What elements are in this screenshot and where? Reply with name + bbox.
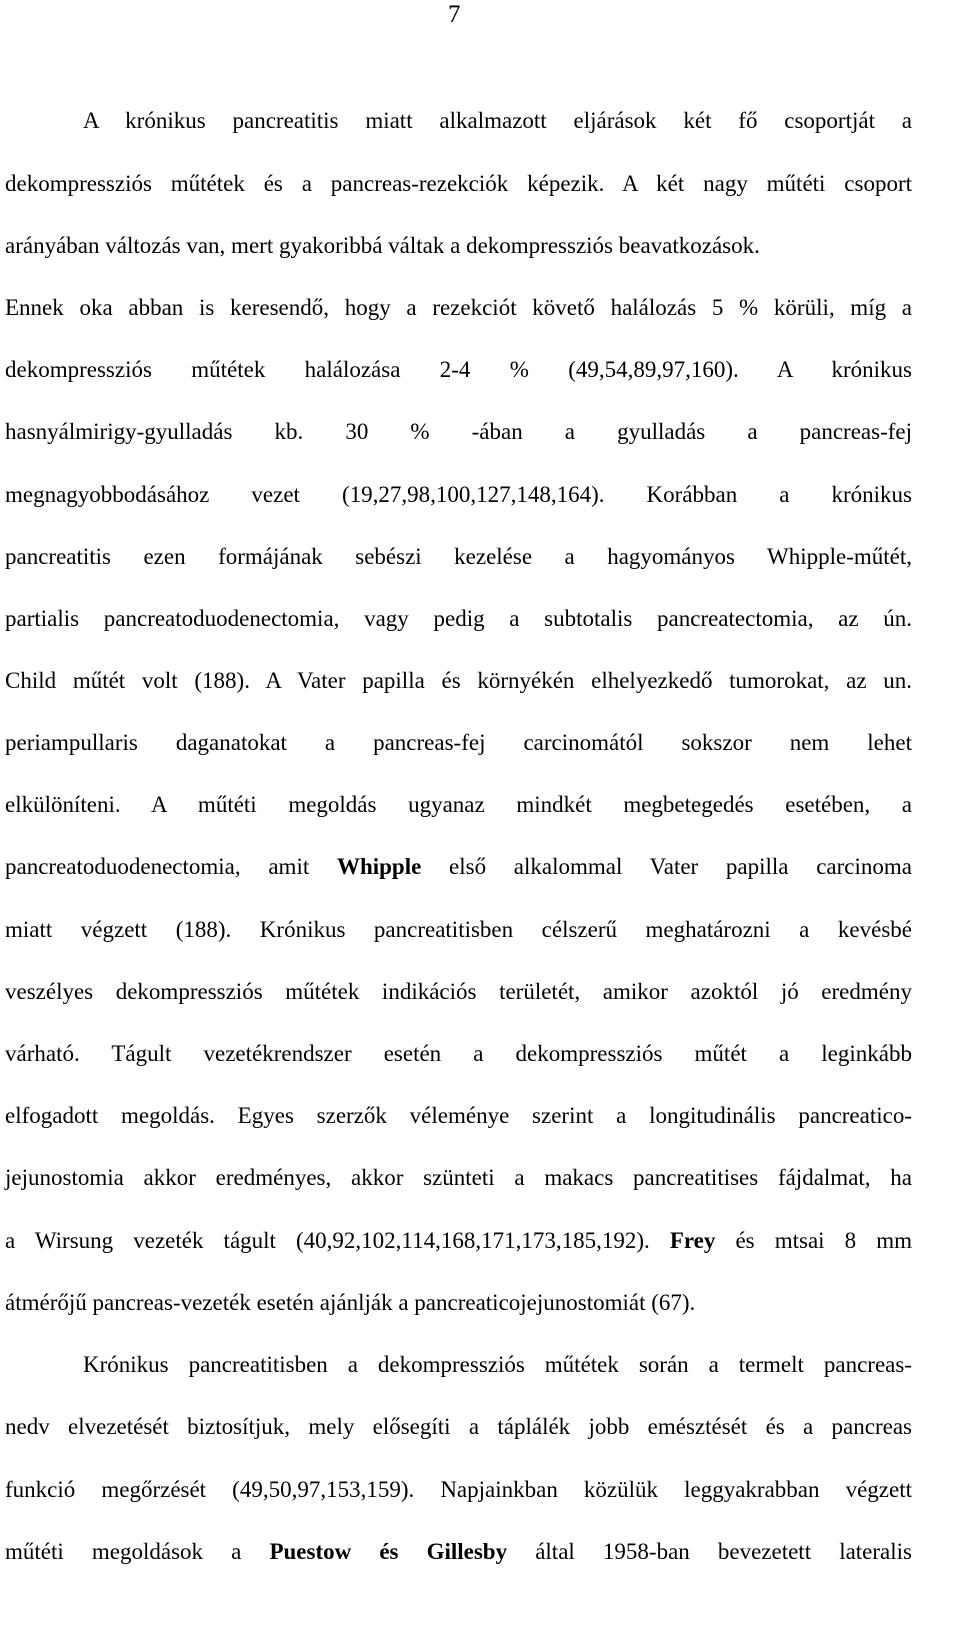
text-span: pancreatoduodenectomia, amit <box>5 854 337 879</box>
text-line: megnagyobbodásához vezet (19,27,98,100,127,148,164). Korábban a krónikus <box>5 482 912 507</box>
text-line: átmérőjű pancreas-vezeték esetén ajánlják a pancreaticojejunostomiát (67). <box>5 1290 696 1315</box>
text-span: műtéti megoldások a <box>5 1539 270 1564</box>
text-line: hasnyálmirigy-gyulladás kb. 30 % -ában a gyulladás a pancreas-fej <box>5 419 912 444</box>
text-line: miatt végzett (188). Krónikus pancreatitisben célszerű meghatározni a kevésbé <box>5 917 912 942</box>
text-span: és mtsai 8 mm <box>715 1228 912 1253</box>
text-line <box>5 1226 912 1256</box>
text-line: elfogadott megoldás. Egyes szerzők véleménye szerint a longitudinális pancreatico- <box>5 1103 912 1128</box>
text-line: funkció megőrzését (49,50,97,153,159). Napjainkban közülük leggyakrabban végzett <box>5 1477 912 1502</box>
author-names-puestow-gillesby: Puestow és Gillesby <box>269 1539 508 1564</box>
text-line: dekompressziós műtétek halálozása 2-4 % (49,54,89,97,160). A krónikus <box>5 357 912 382</box>
text-span: által 1958-ban bevezetett lateralis <box>507 1539 912 1564</box>
page-number: 7 <box>448 1 461 28</box>
text-line: nedv elvezetését biztosítjuk, mely elősegíti a táplálék jobb emésztését és a pancreas <box>5 1414 912 1439</box>
text-line: A krónikus pancreatitis miatt alkalmazott eljárások két fő csoportját a <box>83 108 912 133</box>
text-line: arányában változás van, mert gyakoribbá váltak a dekompressziós beavatkozások. <box>5 233 760 258</box>
text-line: veszélyes dekompressziós műtétek indikációs területét, amikor azoktól jó eredmény <box>5 979 912 1004</box>
text-line: elkülöníteni. A műtéti megoldás ugyanaz mindkét megbetegedés esetében, a <box>5 792 912 817</box>
text-line: pancreatitis ezen formájának sebészi kezelése a hagyományos Whipple-műtét, <box>5 544 912 569</box>
text-span: első alkalommal Vater papilla carcinoma <box>421 854 912 879</box>
text-line: Child műtét volt (188). A Vater papilla és környékén elhelyezkedő tumorokat, az un. <box>5 668 912 693</box>
author-name-frey: Frey <box>669 1228 716 1253</box>
text-line <box>5 852 912 882</box>
text-line: partialis pancreatoduodenectomia, vagy pedig a subtotalis pancreatectomia, az ún. <box>5 606 912 631</box>
text-line: várható. Tágult vezetékrendszer esetén a dekompressziós műtét a leginkább <box>5 1041 912 1066</box>
text-line: Ennek oka abban is keresendő, hogy a rezekciót követő halálozás 5 % körüli, míg a <box>5 295 912 320</box>
text-line: periampullaris daganatokat a pancreas-fej carcinomától sokszor nem lehet <box>5 730 912 755</box>
text-line: dekompressziós műtétek és a pancreas-rezekciók képezik. A két nagy műtéti csoport <box>5 171 912 196</box>
text-line <box>5 1537 912 1567</box>
text-span: a Wirsung vezeték tágult (40,92,102,114,168,171,173,185,192). <box>5 1228 670 1253</box>
text-line: Krónikus pancreatitisben a dekompressziós műtétek során a termelt pancreas- <box>83 1352 912 1377</box>
author-name-whipple: Whipple <box>336 854 422 879</box>
text-line: jejunostomia akkor eredményes, akkor szünteti a makacs pancreatitises fájdalmat, ha <box>5 1165 912 1190</box>
